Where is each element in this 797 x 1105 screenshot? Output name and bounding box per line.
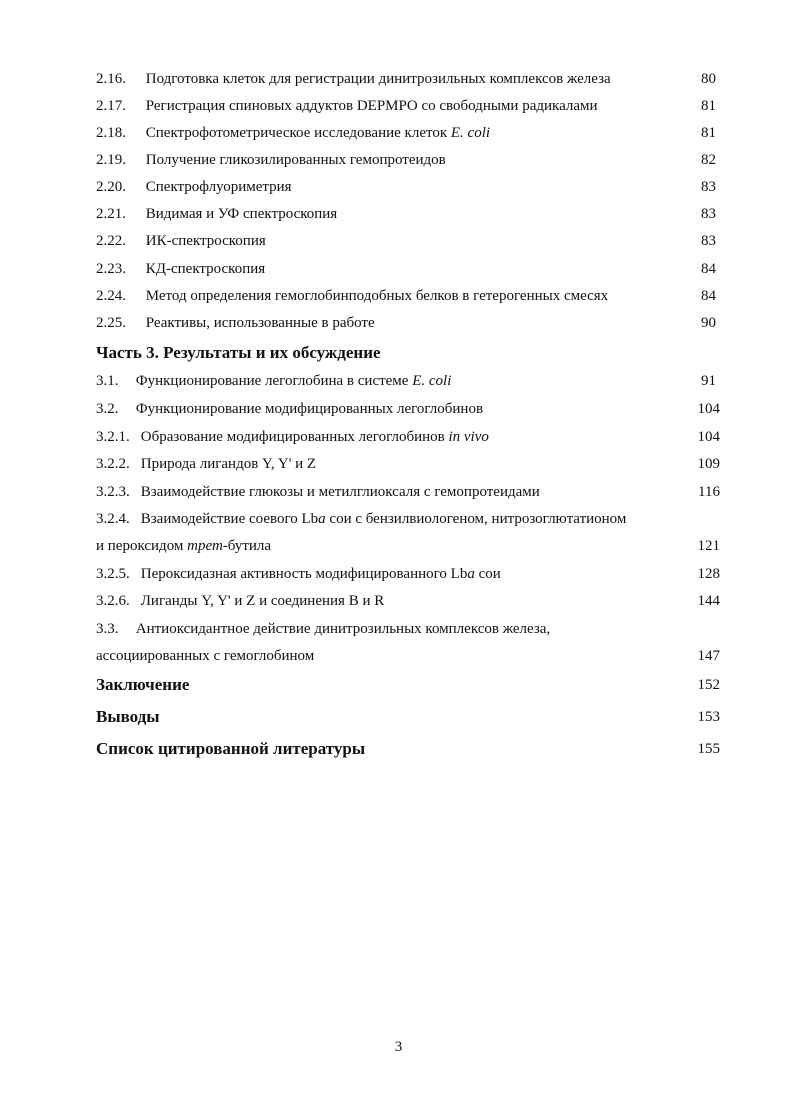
toc-entry-3-2-3[interactable] (96, 481, 726, 503)
toc-entry-title: Пероксидазная активность модифицированного Lba сои (140, 566, 501, 582)
toc-entry-2-21[interactable] (96, 203, 726, 225)
toc-entry-title: Метод определения гемоглобинподобных белков в гетерогенных смесях (145, 288, 609, 304)
toc-entry-title: Видимая и УФ спектроскопия (145, 206, 338, 222)
toc-entry-3-2-2[interactable] (96, 453, 726, 475)
findings-page: 153 (697, 709, 720, 725)
toc-entry-page: 83 (701, 206, 716, 222)
toc-entry-number: 2.17. (96, 98, 126, 114)
toc-entry-3-2-1[interactable] (96, 426, 726, 448)
toc-entry-2-20[interactable] (96, 176, 726, 198)
toc-entry-3-1[interactable] (96, 370, 726, 392)
toc-entry-page: 81 (701, 98, 716, 114)
toc-entry-title: Функционирование модифицированных легоглобинов (135, 401, 484, 417)
toc-entry-title: Подготовка клеток для регистрации динитрозильных комплексов железа (145, 71, 611, 87)
references-heading[interactable]: Список цитированной литературы (96, 739, 366, 758)
toc-entry-2-16[interactable] (96, 68, 726, 90)
toc-entry-number: 3.2.5. (96, 566, 130, 582)
toc-entry-number: 2.19. (96, 152, 126, 168)
toc-entry-3-2-5[interactable] (96, 563, 726, 585)
toc-entry-number: 2.24. (96, 288, 126, 304)
toc-entry-page: 128 (697, 566, 720, 582)
toc-entry-title-line-1: Взаимодействие соевого Lba сои с бензилвиологеном, нитрозоглютатионом (140, 511, 627, 527)
toc-entry-title-line-2: ассоциированных с гемоглобином (96, 648, 315, 664)
toc-entry-3-2-4[interactable] (96, 508, 726, 530)
toc-entry-title: Регистрация спиновых аддуктов DEPMPO со свободными радикалами (145, 98, 598, 114)
toc-entry-title: Природа лигандов Y, Y' и Z (140, 456, 317, 472)
toc-entry-number: 2.23. (96, 261, 126, 277)
toc-entry-number: 2.21. (96, 206, 126, 222)
toc-entry-page: 82 (701, 152, 716, 168)
toc-entry-2-25[interactable] (96, 312, 726, 334)
toc-entry-3-2[interactable] (96, 398, 726, 420)
toc-entry-title: Лиганды Y, Y' и Z и соединения B и R (140, 593, 385, 609)
toc-entry-2-22[interactable] (96, 230, 726, 252)
toc-entry-number: 2.18. (96, 125, 126, 141)
toc-entry-2-17[interactable] (96, 95, 726, 117)
toc-entry-number: 3.2.3. (96, 484, 130, 500)
toc-entry-2-23[interactable] (96, 258, 726, 280)
toc-entry-page: 80 (701, 71, 716, 87)
toc-entry-page: 104 (697, 429, 720, 445)
toc-entry-page: 116 (698, 484, 720, 500)
toc-entry-title: Образование модифицированных легоглобинов in vivo (140, 429, 489, 445)
toc-entry-page: 83 (701, 233, 716, 249)
findings-heading[interactable]: Выводы (96, 707, 160, 726)
toc-entry-number: 3.2.1. (96, 429, 130, 445)
toc-entry-3-3-continued[interactable] (96, 645, 726, 667)
conclusion-heading[interactable]: Заключение (96, 675, 190, 694)
toc-entry-number: 3.2. (96, 401, 119, 417)
toc-entry-title: ИК-спектроскопия (145, 233, 266, 249)
toc-entry-page: 144 (697, 593, 720, 609)
toc-entry-2-24[interactable] (96, 285, 726, 307)
toc-entry-title: КД-спектроскопия (145, 261, 266, 277)
toc-entry-page: 81 (701, 125, 716, 141)
toc-entry-title: Функционирование легоглобина в системе E. coli (135, 373, 452, 389)
toc-entry-page: 83 (701, 179, 716, 195)
toc-entry-page: 147 (697, 648, 720, 664)
toc-entry-number: 2.22. (96, 233, 126, 249)
references-page: 155 (697, 741, 720, 757)
page-number: 3 (394, 1039, 403, 1055)
toc-entry-number: 3.3. (96, 621, 119, 637)
toc-entry-page: 109 (697, 456, 720, 472)
toc-entry-title: Получение гликозилированных гемопротеидов (145, 152, 446, 168)
part-3-heading: Часть 3. Результаты и их обсуждение (96, 343, 381, 362)
toc-entry-page: 121 (697, 538, 720, 554)
toc-entry-title-line-2: и пероксидом трет-бутила (96, 538, 272, 554)
toc-entry-page: 104 (697, 401, 720, 417)
toc-entry-number: 3.2.4. (96, 511, 130, 527)
toc-entry-page: 84 (701, 261, 716, 277)
toc-entry-title: Спектрофотометрическое исследование клеток E. coli (145, 125, 491, 141)
toc-entry-title-line-1: Антиоксидантное действие динитрозильных комплексов железа, (135, 621, 551, 637)
toc-entry-number: 3.2.6. (96, 593, 130, 609)
conclusion-page: 152 (697, 677, 720, 693)
toc-entry-title: Спектрофлуориметрия (145, 179, 292, 195)
toc-entry-page: 90 (701, 315, 716, 331)
toc-entry-title: Реактивы, использованные в работе (145, 315, 375, 331)
toc-entry-page: 91 (701, 373, 716, 389)
toc-entry-2-19[interactable] (96, 149, 726, 171)
toc-entry-number: 2.20. (96, 179, 126, 195)
toc-entry-3-3[interactable] (96, 618, 726, 640)
toc-entry-3-2-6[interactable] (96, 590, 726, 612)
toc-entry-title: Взаимодействие глюкозы и метилглиоксаля с гемопротеидами (140, 484, 540, 500)
toc-entry-number: 2.25. (96, 315, 126, 331)
toc-entry-number: 3.1. (96, 373, 119, 389)
toc-entry-3-2-4-continued[interactable] (96, 535, 726, 557)
toc-entry-number: 3.2.2. (96, 456, 130, 472)
toc-entry-page: 84 (701, 288, 716, 304)
toc-entry-2-18[interactable] (96, 122, 726, 144)
toc-entry-number: 2.16. (96, 71, 126, 87)
